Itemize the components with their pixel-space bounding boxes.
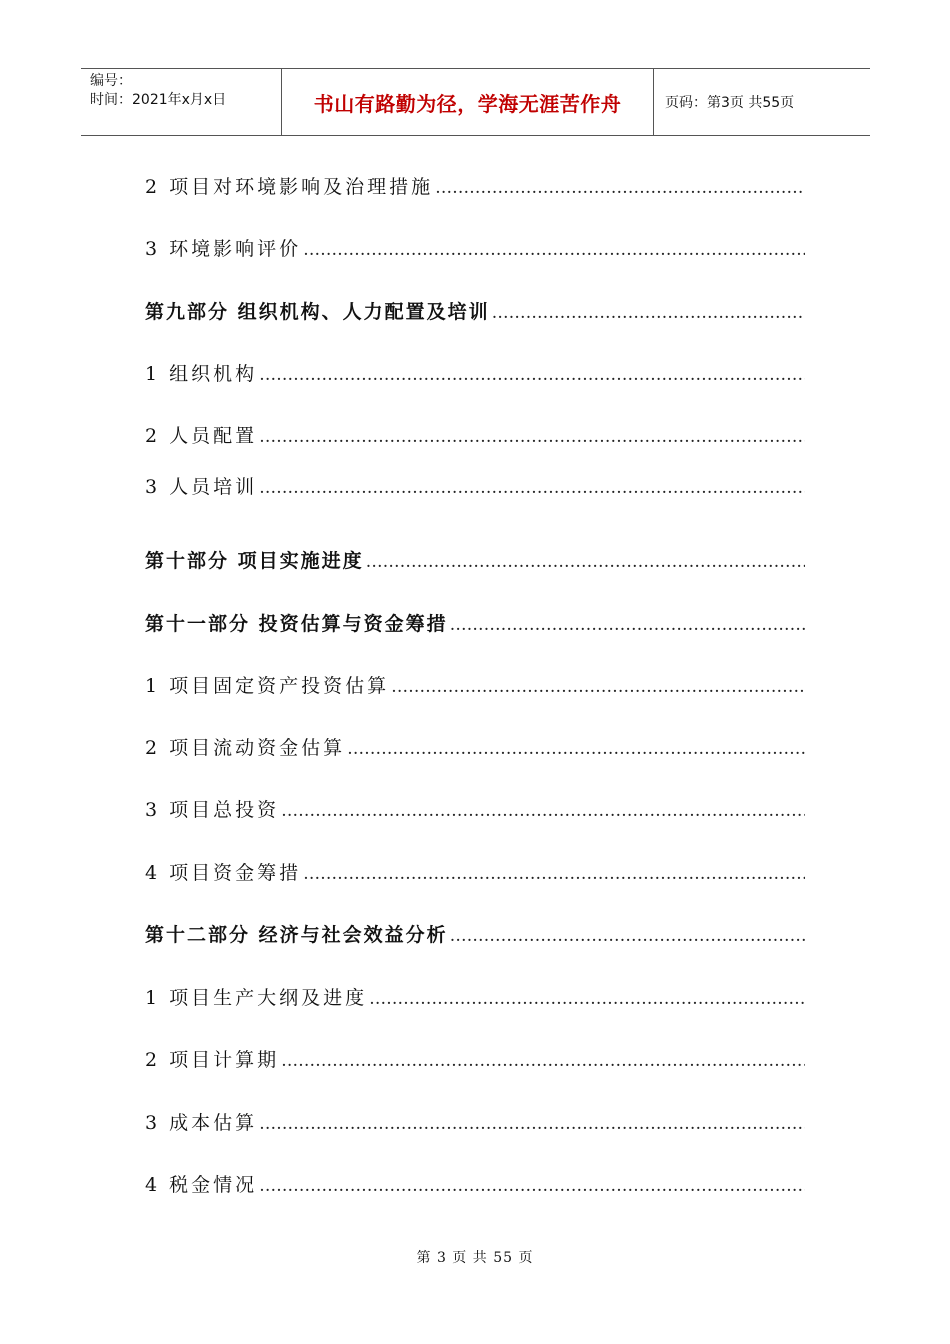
toc-dot-leader (259, 1176, 805, 1196)
toc-entry[interactable] (145, 795, 805, 822)
toc-entry-label: 4 税金情况 (145, 1174, 258, 1196)
toc-part-heading[interactable] (145, 920, 805, 947)
toc-entry-label: 2 人员配置 (145, 425, 258, 447)
toc-part-label: 第十二部分 经济与社会效益分析 (145, 924, 448, 946)
toc-dot-leader (347, 739, 805, 759)
toc-entry-label: 2 项目流动资金估算 (145, 737, 346, 759)
document-number-label: 编号： (90, 73, 132, 89)
toc-part-label: 第十一部分 投资估算与资金筹措 (145, 613, 448, 635)
toc-entry[interactable] (145, 472, 805, 499)
toc-entry[interactable] (145, 671, 805, 698)
toc-entry[interactable] (145, 1170, 805, 1197)
toc-entry[interactable] (145, 1045, 805, 1072)
toc-part-label: 第九部分 组织机构、人力配置及培训 (145, 301, 490, 323)
toc-part-heading[interactable] (145, 546, 805, 573)
toc-entry-label: 3 环境影响评价 (145, 238, 302, 260)
toc-entry[interactable] (145, 172, 805, 199)
toc-entry[interactable] (145, 234, 805, 261)
document-time-label: 时间：2021年x月x日 (90, 92, 227, 108)
toc-entry-label: 1 项目固定资产投资估算 (145, 675, 390, 697)
toc-dot-leader (281, 1051, 805, 1071)
toc-entry-label: 3 人员培训 (145, 476, 258, 498)
toc-dot-leader (259, 478, 805, 498)
toc-dot-leader (259, 427, 805, 447)
toc-dot-leader (259, 1114, 805, 1134)
toc-entry-label: 3 项目总投资 (145, 799, 280, 821)
toc-entry[interactable] (145, 983, 805, 1010)
toc-dot-leader (369, 989, 805, 1009)
toc-part-label: 第十部分 项目实施进度 (145, 550, 364, 572)
toc-dot-leader (450, 615, 805, 635)
toc-dot-leader (259, 365, 805, 385)
toc-dot-leader (366, 552, 805, 572)
toc-entry-label: 2 项目计算期 (145, 1049, 280, 1071)
toc-dot-leader (450, 926, 805, 946)
header-motto: 书山有路勤为径，学海无涯苦作舟 (282, 69, 654, 135)
toc-dot-leader (391, 677, 805, 697)
toc-dot-leader (492, 303, 805, 323)
toc-entry[interactable] (145, 359, 805, 386)
toc-entry-label: 3 成本估算 (145, 1112, 258, 1134)
toc-entry-label: 1 组织机构 (145, 363, 258, 385)
toc-dot-leader (303, 864, 805, 884)
toc-dot-leader (303, 240, 805, 260)
toc-entry-label: 4 项目资金筹措 (145, 862, 302, 884)
toc-part-heading[interactable] (145, 297, 805, 324)
toc-entry[interactable] (145, 733, 805, 760)
toc-dot-leader (281, 801, 805, 821)
page-footer: 第 3 页 共 55 页 (416, 1250, 534, 1266)
header-page-info: 页码：第3页 共55页 (665, 95, 795, 111)
toc-entry-label: 2 项目对环境影响及治理措施 (145, 176, 434, 198)
toc-part-heading[interactable] (145, 609, 805, 636)
toc-entry-label: 1 项目生产大纲及进度 (145, 987, 368, 1009)
toc-dot-leader (435, 178, 805, 198)
toc-entry[interactable] (145, 1108, 805, 1135)
toc-entry[interactable] (145, 421, 805, 448)
toc-entry[interactable] (145, 858, 805, 885)
